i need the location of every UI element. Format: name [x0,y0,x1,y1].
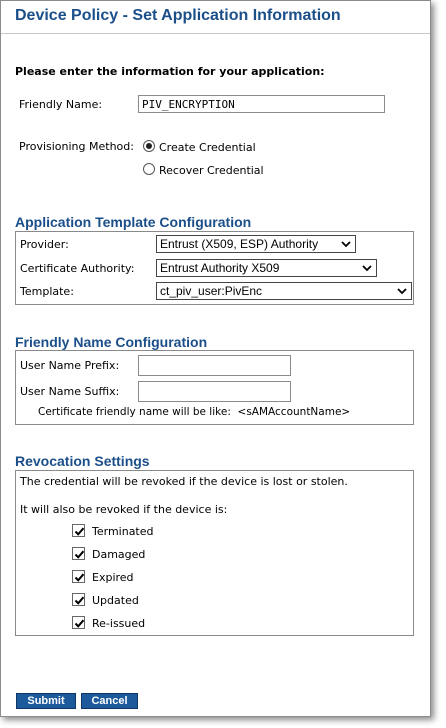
reissued-label: Re-issued [92,617,146,630]
checkbox-reissued[interactable] [72,616,85,629]
radio-recover-credential[interactable] [143,163,155,175]
chevron-down-icon [396,285,408,297]
ca-label: Certificate Authority: [20,262,135,275]
checkbox-damaged[interactable] [72,547,85,560]
expired-label: Expired [92,571,134,584]
check-icon [73,548,86,561]
suffix-input[interactable] [138,381,291,402]
suffix-label: User Name Suffix: [20,385,120,398]
friendly-name-hint: Certificate friendly name will be like: <sAMAccountName> [38,406,351,418]
checkbox-terminated[interactable] [72,524,85,537]
revocation-title: Revocation Settings [15,453,150,469]
terminated-label: Terminated [92,525,154,538]
recover-credential-label: Recover Credential [159,164,264,177]
ca-select[interactable] [156,259,377,277]
provider-label: Provider: [20,238,69,251]
check-icon [73,594,86,607]
friendly-name-label: Friendly Name: [19,98,103,111]
damaged-label: Damaged [92,548,146,561]
checkbox-updated[interactable] [72,593,85,606]
chevron-down-icon [340,238,352,250]
revocation-line-2: It will also be revoked if the device is: [20,503,228,516]
ca-select-value: Entrust Authority X509 [160,261,280,275]
check-icon [73,617,86,630]
radio-create-credential[interactable] [143,140,155,152]
checkbox-expired[interactable] [72,570,85,583]
provider-select[interactable] [156,235,356,253]
provisioning-method-label: Provisioning Method: [19,140,134,153]
updated-label: Updated [92,594,139,607]
submit-button[interactable]: Submit [16,693,76,709]
intro-text: Please enter the information for your application: [15,65,325,78]
prefix-label: User Name Prefix: [20,359,120,372]
template-label: Template: [20,285,74,298]
title-divider [1,33,430,34]
check-icon [73,525,86,538]
friendly-config-title: Friendly Name Configuration [15,334,208,350]
friendly-name-input[interactable] [138,95,385,113]
cancel-button[interactable]: Cancel [81,693,138,709]
revocation-line-1: The credential will be revoked if the device is lost or stolen. [20,475,348,488]
create-credential-label: Create Credential [159,141,256,154]
template-select[interactable] [156,282,412,300]
template-select-value: ct_piv_user:PivEnc [160,284,263,298]
chevron-down-icon [361,262,373,274]
prefix-input[interactable] [138,355,291,376]
page-title: Device Policy - Set Application Information [15,7,341,24]
check-icon [73,571,86,584]
provider-select-value: Entrust (X509, ESP) Authority [160,237,319,251]
template-config-title: Application Template Configuration [15,214,252,230]
